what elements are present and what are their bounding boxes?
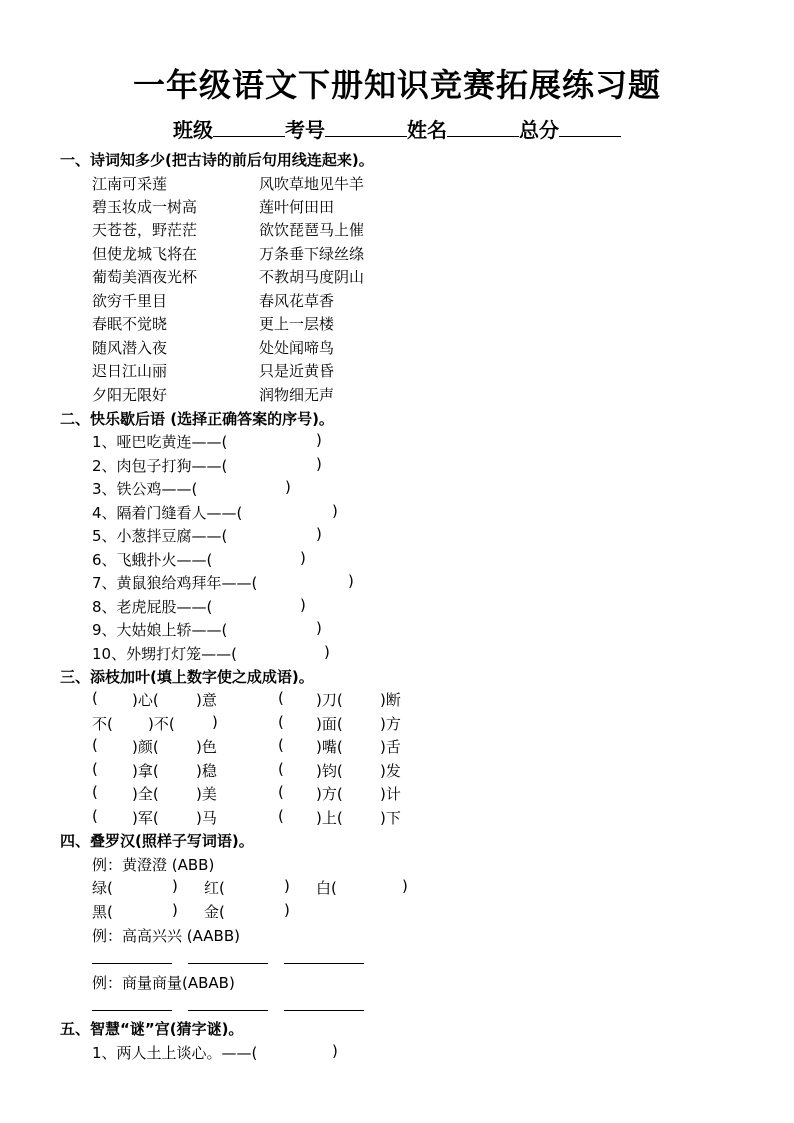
idiom-part[interactable]: )刀( bbox=[316, 691, 343, 709]
idiom-part[interactable]: )心( bbox=[132, 691, 159, 709]
idiom-blank-open[interactable]: ( bbox=[278, 713, 284, 731]
poem-right-line[interactable]: 不教胡马度阴山 bbox=[259, 268, 365, 286]
class-label: 班级 bbox=[173, 118, 213, 142]
idiom-part: )断 bbox=[380, 691, 401, 709]
answer-close-paren[interactable]: ) bbox=[316, 431, 322, 449]
word-blank-close[interactable]: ) bbox=[284, 877, 290, 895]
idiom-part[interactable]: )颜( bbox=[132, 738, 159, 756]
example-abab: 例：商量商量(ABAB) bbox=[92, 974, 235, 992]
idiom-blank-open[interactable]: ( bbox=[278, 760, 284, 778]
idiom-part[interactable]: )面( bbox=[316, 715, 343, 733]
section2-heading: 二、快乐歇后语 (选择正确答案的序号)。 bbox=[60, 410, 334, 428]
exam-no-label: 考号 bbox=[285, 118, 325, 142]
poem-right-line[interactable]: 春风花草香 bbox=[259, 292, 335, 310]
answer-close-paren[interactable]: ) bbox=[348, 572, 354, 590]
idiom-part: )下 bbox=[380, 809, 401, 827]
idiom-part[interactable]: )军( bbox=[132, 809, 159, 827]
idiom-part: )舌 bbox=[380, 738, 401, 756]
xiehouyu-item: 3、铁公鸡——( bbox=[92, 480, 198, 498]
idiom-part: )方 bbox=[380, 715, 401, 733]
poem-left-line[interactable]: 随风潜入夜 bbox=[92, 339, 168, 357]
word-blank-close[interactable]: ) bbox=[172, 877, 178, 895]
answer-underline[interactable] bbox=[92, 1010, 172, 1011]
poem-left-line[interactable]: 天苍苍，野茫茫 bbox=[92, 221, 198, 239]
idiom-blank-open[interactable]: ( bbox=[92, 807, 98, 825]
word-blank-close[interactable]: ) bbox=[402, 877, 408, 895]
answer-underline[interactable] bbox=[188, 1010, 268, 1011]
idiom-part: )马 bbox=[196, 809, 217, 827]
idiom-part: )色 bbox=[196, 738, 217, 756]
poem-left-line[interactable]: 葡萄美酒夜光杯 bbox=[92, 268, 198, 286]
riddle-item: 1、两人土上谈心。——( bbox=[92, 1044, 258, 1062]
poem-left-line[interactable]: 欲穷千里目 bbox=[92, 292, 168, 310]
answer-close-paren[interactable]: ) bbox=[300, 549, 306, 567]
idiom-blank-open[interactable]: ( bbox=[278, 807, 284, 825]
poem-right-line[interactable]: 只是近黄昏 bbox=[259, 362, 335, 380]
poem-right-line[interactable]: 更上一层楼 bbox=[259, 315, 335, 333]
student-info-line bbox=[0, 114, 794, 143]
word-prompt: 绿( bbox=[92, 879, 113, 897]
word-prompt: 红( bbox=[204, 879, 225, 897]
xiehouyu-item: 1、哑巴吃黄连——( bbox=[92, 433, 228, 451]
word-prompt: 黑( bbox=[92, 903, 113, 921]
poem-left-line[interactable]: 夕阳无限好 bbox=[92, 386, 168, 404]
example-aabb: 例：高高兴兴 (AABB) bbox=[92, 927, 240, 945]
idiom-part: )计 bbox=[380, 785, 401, 803]
section3-heading: 三、添枝加叶(填上数字使之成成语)。 bbox=[60, 668, 314, 686]
poem-left-line[interactable]: 迟日江山丽 bbox=[92, 362, 168, 380]
word-blank-close[interactable]: ) bbox=[284, 901, 290, 919]
answer-underline[interactable] bbox=[284, 963, 364, 964]
section1-heading: 一、诗词知多少(把古诗的前后句用线连起来)。 bbox=[60, 151, 374, 169]
xiehouyu-item: 6、飞蛾扑火——( bbox=[92, 551, 213, 569]
idiom-blank-open[interactable]: ( bbox=[92, 783, 98, 801]
answer-close-paren[interactable]: ) bbox=[332, 502, 338, 520]
idiom-part: ) bbox=[212, 713, 218, 731]
name-label: 姓名 bbox=[407, 118, 447, 142]
poem-right-line[interactable]: 欲饮琵琶马上催 bbox=[259, 221, 365, 239]
name-blank[interactable] bbox=[447, 118, 519, 137]
poem-right-line[interactable]: 万条垂下绿丝绦 bbox=[259, 245, 365, 263]
xiehouyu-item: 2、肉包子打狗——( bbox=[92, 457, 228, 475]
poem-left-line[interactable]: 江南可采莲 bbox=[92, 175, 168, 193]
answer-underline[interactable] bbox=[92, 963, 172, 964]
answer-underline[interactable] bbox=[284, 1010, 364, 1011]
word-prompt: 金( bbox=[204, 903, 225, 921]
idiom-part[interactable]: )方( bbox=[316, 785, 343, 803]
score-blank[interactable] bbox=[559, 118, 621, 137]
xiehouyu-item: 10、外甥打灯笼——( bbox=[92, 645, 237, 663]
idiom-part[interactable]: )拿( bbox=[132, 762, 159, 780]
answer-underline[interactable] bbox=[188, 963, 268, 964]
idiom-part[interactable]: )嘴( bbox=[316, 738, 343, 756]
poem-left-line[interactable]: 但使龙城飞将在 bbox=[92, 245, 198, 263]
poem-right-line[interactable]: 润物细无声 bbox=[259, 386, 335, 404]
idiom-part: )意 bbox=[196, 691, 217, 709]
class-blank[interactable] bbox=[213, 118, 285, 137]
idiom-blank-open[interactable]: ( bbox=[278, 689, 284, 707]
word-blank-close[interactable]: ) bbox=[172, 901, 178, 919]
answer-close-paren[interactable]: ) bbox=[332, 1042, 338, 1060]
idiom-part: )发 bbox=[380, 762, 401, 780]
example-abb: 例：黄澄澄 (ABB) bbox=[92, 856, 215, 874]
answer-close-paren[interactable]: ) bbox=[285, 478, 291, 496]
answer-close-paren[interactable]: ) bbox=[316, 619, 322, 637]
exam-no-blank[interactable] bbox=[325, 118, 407, 137]
page-title: 一年级语文下册知识竞赛拓展练习题 bbox=[132, 66, 661, 104]
poem-right-line[interactable]: 风吹草地见牛羊 bbox=[259, 175, 365, 193]
score-label: 总分 bbox=[519, 118, 559, 142]
answer-close-paren[interactable]: ) bbox=[324, 643, 330, 661]
idiom-blank-open[interactable]: ( bbox=[92, 689, 98, 707]
section4-heading: 四、叠罗汉(照样子写词语)。 bbox=[60, 832, 254, 850]
xiehouyu-item: 8、老虎屁股——( bbox=[92, 598, 213, 616]
answer-close-paren[interactable]: ) bbox=[300, 596, 306, 614]
idiom-blank-open[interactable]: 不( bbox=[92, 715, 113, 733]
section5-heading: 五、智慧“谜”宫(猜字谜)。 bbox=[60, 1020, 244, 1038]
idiom-blank-open[interactable]: ( bbox=[92, 736, 98, 754]
poem-left-line[interactable]: 春眠不觉晓 bbox=[92, 315, 168, 333]
xiehouyu-item: 5、小葱拌豆腐——( bbox=[92, 527, 228, 545]
poem-left-line[interactable]: 碧玉妆成一树高 bbox=[92, 198, 198, 216]
xiehouyu-item: 7、黄鼠狼给鸡拜年——( bbox=[92, 574, 258, 592]
idiom-blank-open[interactable]: ( bbox=[278, 736, 284, 754]
xiehouyu-item: 4、隔着门缝看人——( bbox=[92, 504, 243, 522]
idiom-part: )美 bbox=[196, 785, 217, 803]
idiom-part[interactable]: )上( bbox=[316, 809, 343, 827]
poem-right-line[interactable]: 处处闻啼鸟 bbox=[259, 339, 335, 357]
word-prompt: 白( bbox=[316, 879, 337, 897]
xiehouyu-item: 9、大姑娘上轿——( bbox=[92, 621, 228, 639]
idiom-part[interactable]: )不( bbox=[148, 715, 175, 733]
idiom-blank-open[interactable]: ( bbox=[92, 760, 98, 778]
idiom-part[interactable]: )钧( bbox=[316, 762, 343, 780]
idiom-blank-open[interactable]: ( bbox=[278, 783, 284, 801]
answer-close-paren[interactable]: ) bbox=[316, 455, 322, 473]
answer-close-paren[interactable]: ) bbox=[316, 525, 322, 543]
poem-right-line[interactable]: 莲叶何田田 bbox=[259, 198, 335, 216]
idiom-part: )稳 bbox=[196, 762, 217, 780]
idiom-part[interactable]: )全( bbox=[132, 785, 159, 803]
